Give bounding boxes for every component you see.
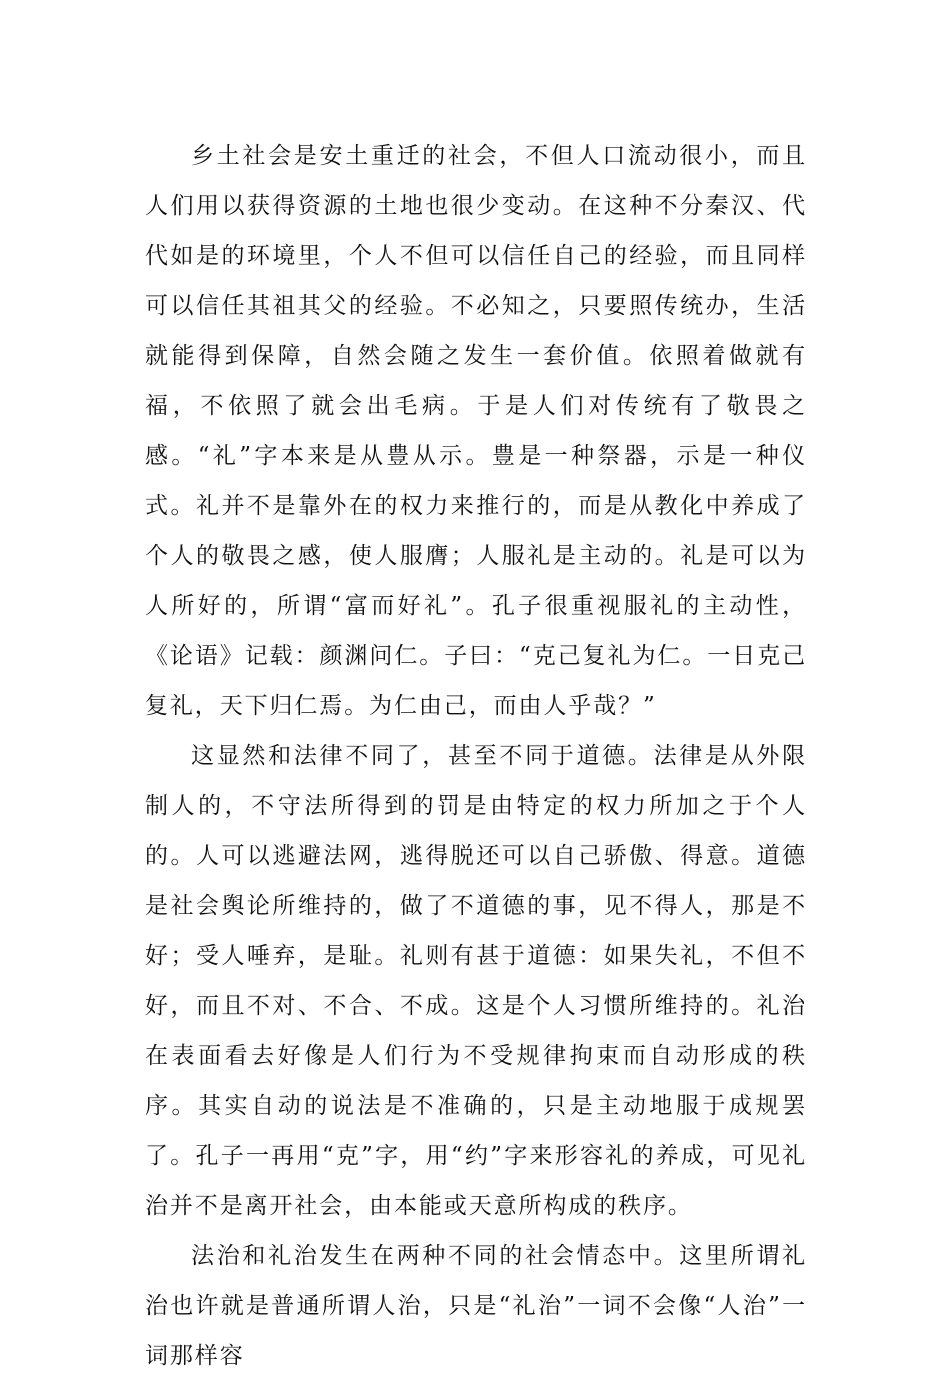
paragraph-2: 这显然和法律不同了，甚至不同于道德。法律是从外限制人的，不守法所得到的罚是由特定的权力所加之于个人的。人可以逃避法网，逃得脱还可以自己骄傲、得意。道德是社会舆论所维持的，做了不道德的事，见不得人，那是不好；受人唾弃，是耻。礼则有甚于道德：如果失礼，不但不好，而且不对、不合、不成。这是个人习惯所维持的。礼治在表面看去好像是人们行为不受规律拘束而自动形成的秩序。其实自动的说法是不准确的，只是主动地服于成规罢了。孔子一再用“克”字，用“约”字来形容礼的养成，可见礼治并不是离开社会，由本能或天意所构成的秩序。 xyxy=(145,743,807,1219)
body-text xyxy=(145,131,807,1381)
paragraph-1: 乡土社会是安土重迁的社会，不但人口流动很小，而且人们用以获得资源的土地也很少变动。在这种不分秦汉、代代如是的环境里，个人不但可以信任自己的经验，而且同样可以信任其祖其父的经验。不必知之，只要照传统办，生活就能得到保障，自然会随之发生一套价值。依照着做就有福，不依照了就会出毛病。于是人们对传统有了敬畏之感。“礼”字本来是从豊从示。豊是一种祭器，示是一种仪式。礼并不是靠外在的权力来推行的，而是从教化中养成了个人的敬畏之感，使人服膺；人服礼是主动的。礼是可以为人所好的，所谓“富而好礼”。孔子很重视服礼的主动性，《论语》记载：颜渊问仁。子曰：“克己复礼为仁。一日克己复礼，天下归仁焉。为仁由己，而由人乎哉？” xyxy=(145,143,807,719)
paragraph-3: 法治和礼治发生在两种不同的社会情态中。这里所谓礼治也许就是普通所谓人治，只是“礼治”一词不会像“人治”一词那样容 xyxy=(145,1243,807,1369)
